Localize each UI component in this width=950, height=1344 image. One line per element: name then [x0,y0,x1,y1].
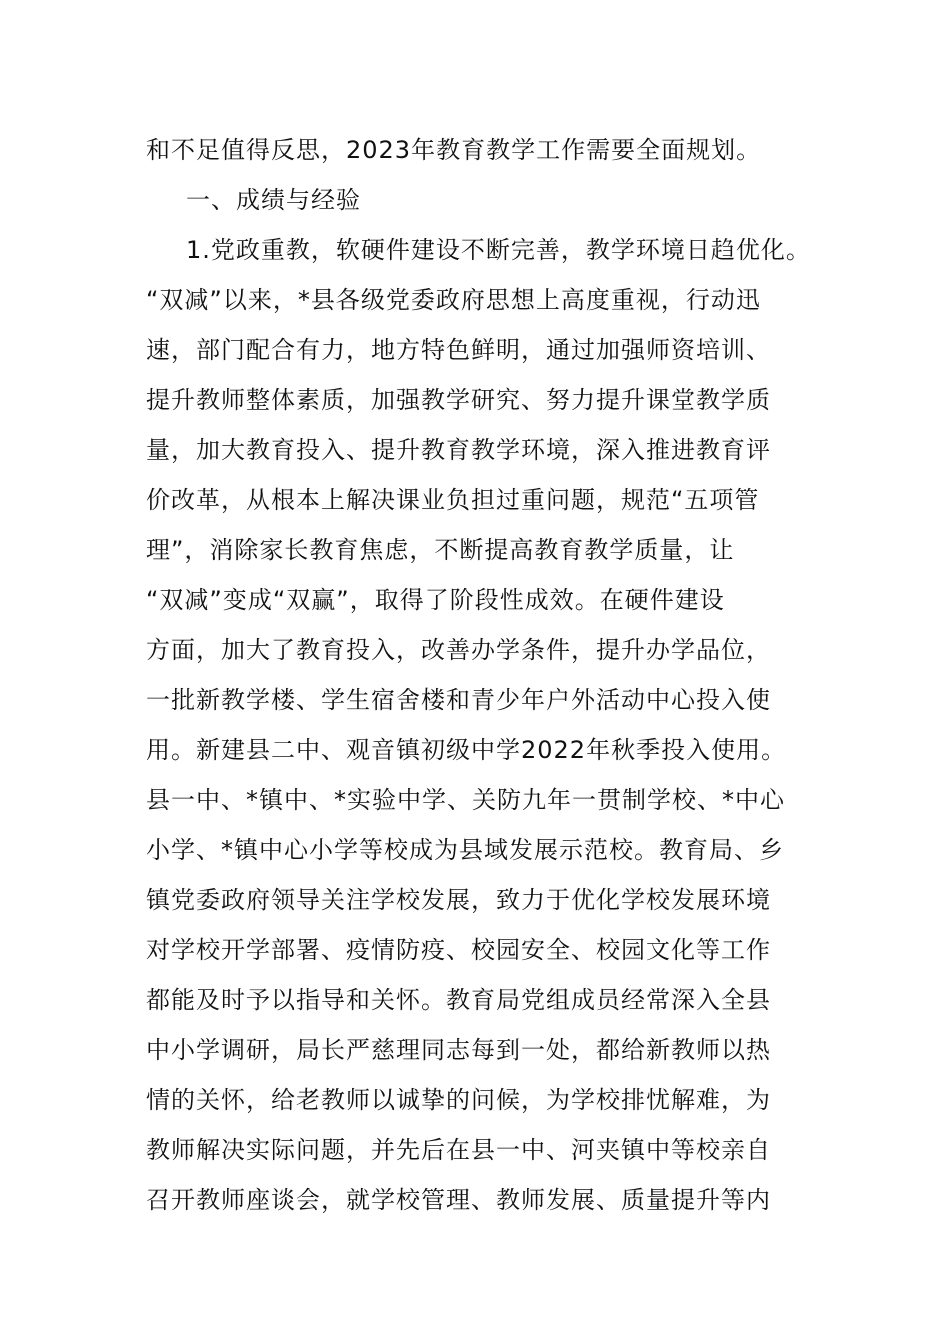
body-text-line-14: 县一中、*镇中、*实验中学、关防九年一贯制学校、*中心 [146,786,785,814]
body-text-line-11: 方面，加大了教育投入，改善办学条件，提升办学品位， [146,636,771,664]
body-text-line-19: 中小学调研，局长严慈理同志每到一处，都给新教师以热 [146,1036,771,1064]
body-text-line-17: 对学校开学部署、疫情防疫、校园安全、校园文化等工作 [146,936,771,964]
body-text-line-20: 情的关怀，给老教师以诚挚的问候，为学校排忧解难，为 [146,1086,771,1114]
body-text-line-15: 小学、*镇中心小学等校成为县域发展示范校。教育局、乡 [146,836,784,864]
body-text-line-12: 一批新教学楼、学生宿舍楼和青少年户外活动中心投入使 [146,686,771,714]
body-text-line-22: 召开教师座谈会，就学校管理、教师发展、质量提升等内 [146,1186,771,1214]
body-text-line-10: “双减”变成“双赢”，取得了阶段性成效。在硬件建设 [146,586,725,614]
subsection-heading: 1.党政重教，软硬件建设不断完善，教学环境日趋优化。 [186,236,811,264]
body-text-line-6: 提升教师整体素质，加强教学研究、努力提升课堂教学质 [146,386,771,414]
body-text-line-7: 量，加大教育投入、提升教育教学环境，深入推进教育评 [146,436,771,464]
body-text-line-13: 用。新建县二中、观音镇初级中学2022年秋季投入使用。 [146,736,787,764]
body-text-line-8: 价改革，从根本上解决课业负担过重问题，规范“五项管 [146,486,760,514]
body-text-line-4: “双减”以来，*县各级党委政府思想上高度重视，行动迅 [146,286,761,314]
body-text-line-1: 和不足值得反思，2023年教育教学工作需要全面规划。 [146,136,762,164]
body-text-line-16: 镇党委政府领导关注学校发展，致力于优化学校发展环境 [146,886,771,914]
body-text-line-21: 教师解决实际问题，并先后在县一中、河夹镇中等校亲自 [146,1136,771,1164]
section-heading: 一、成绩与经验 [186,186,361,214]
body-text-line-9: 理”，消除家长教育焦虑，不断提高教育教学质量，让 [146,536,735,564]
body-text-line-5: 速，部门配合有力，地方特色鲜明，通过加强师资培训、 [146,336,771,364]
body-text-line-18: 都能及时予以指导和关怀。教育局党组成员经常深入全县 [146,986,771,1014]
